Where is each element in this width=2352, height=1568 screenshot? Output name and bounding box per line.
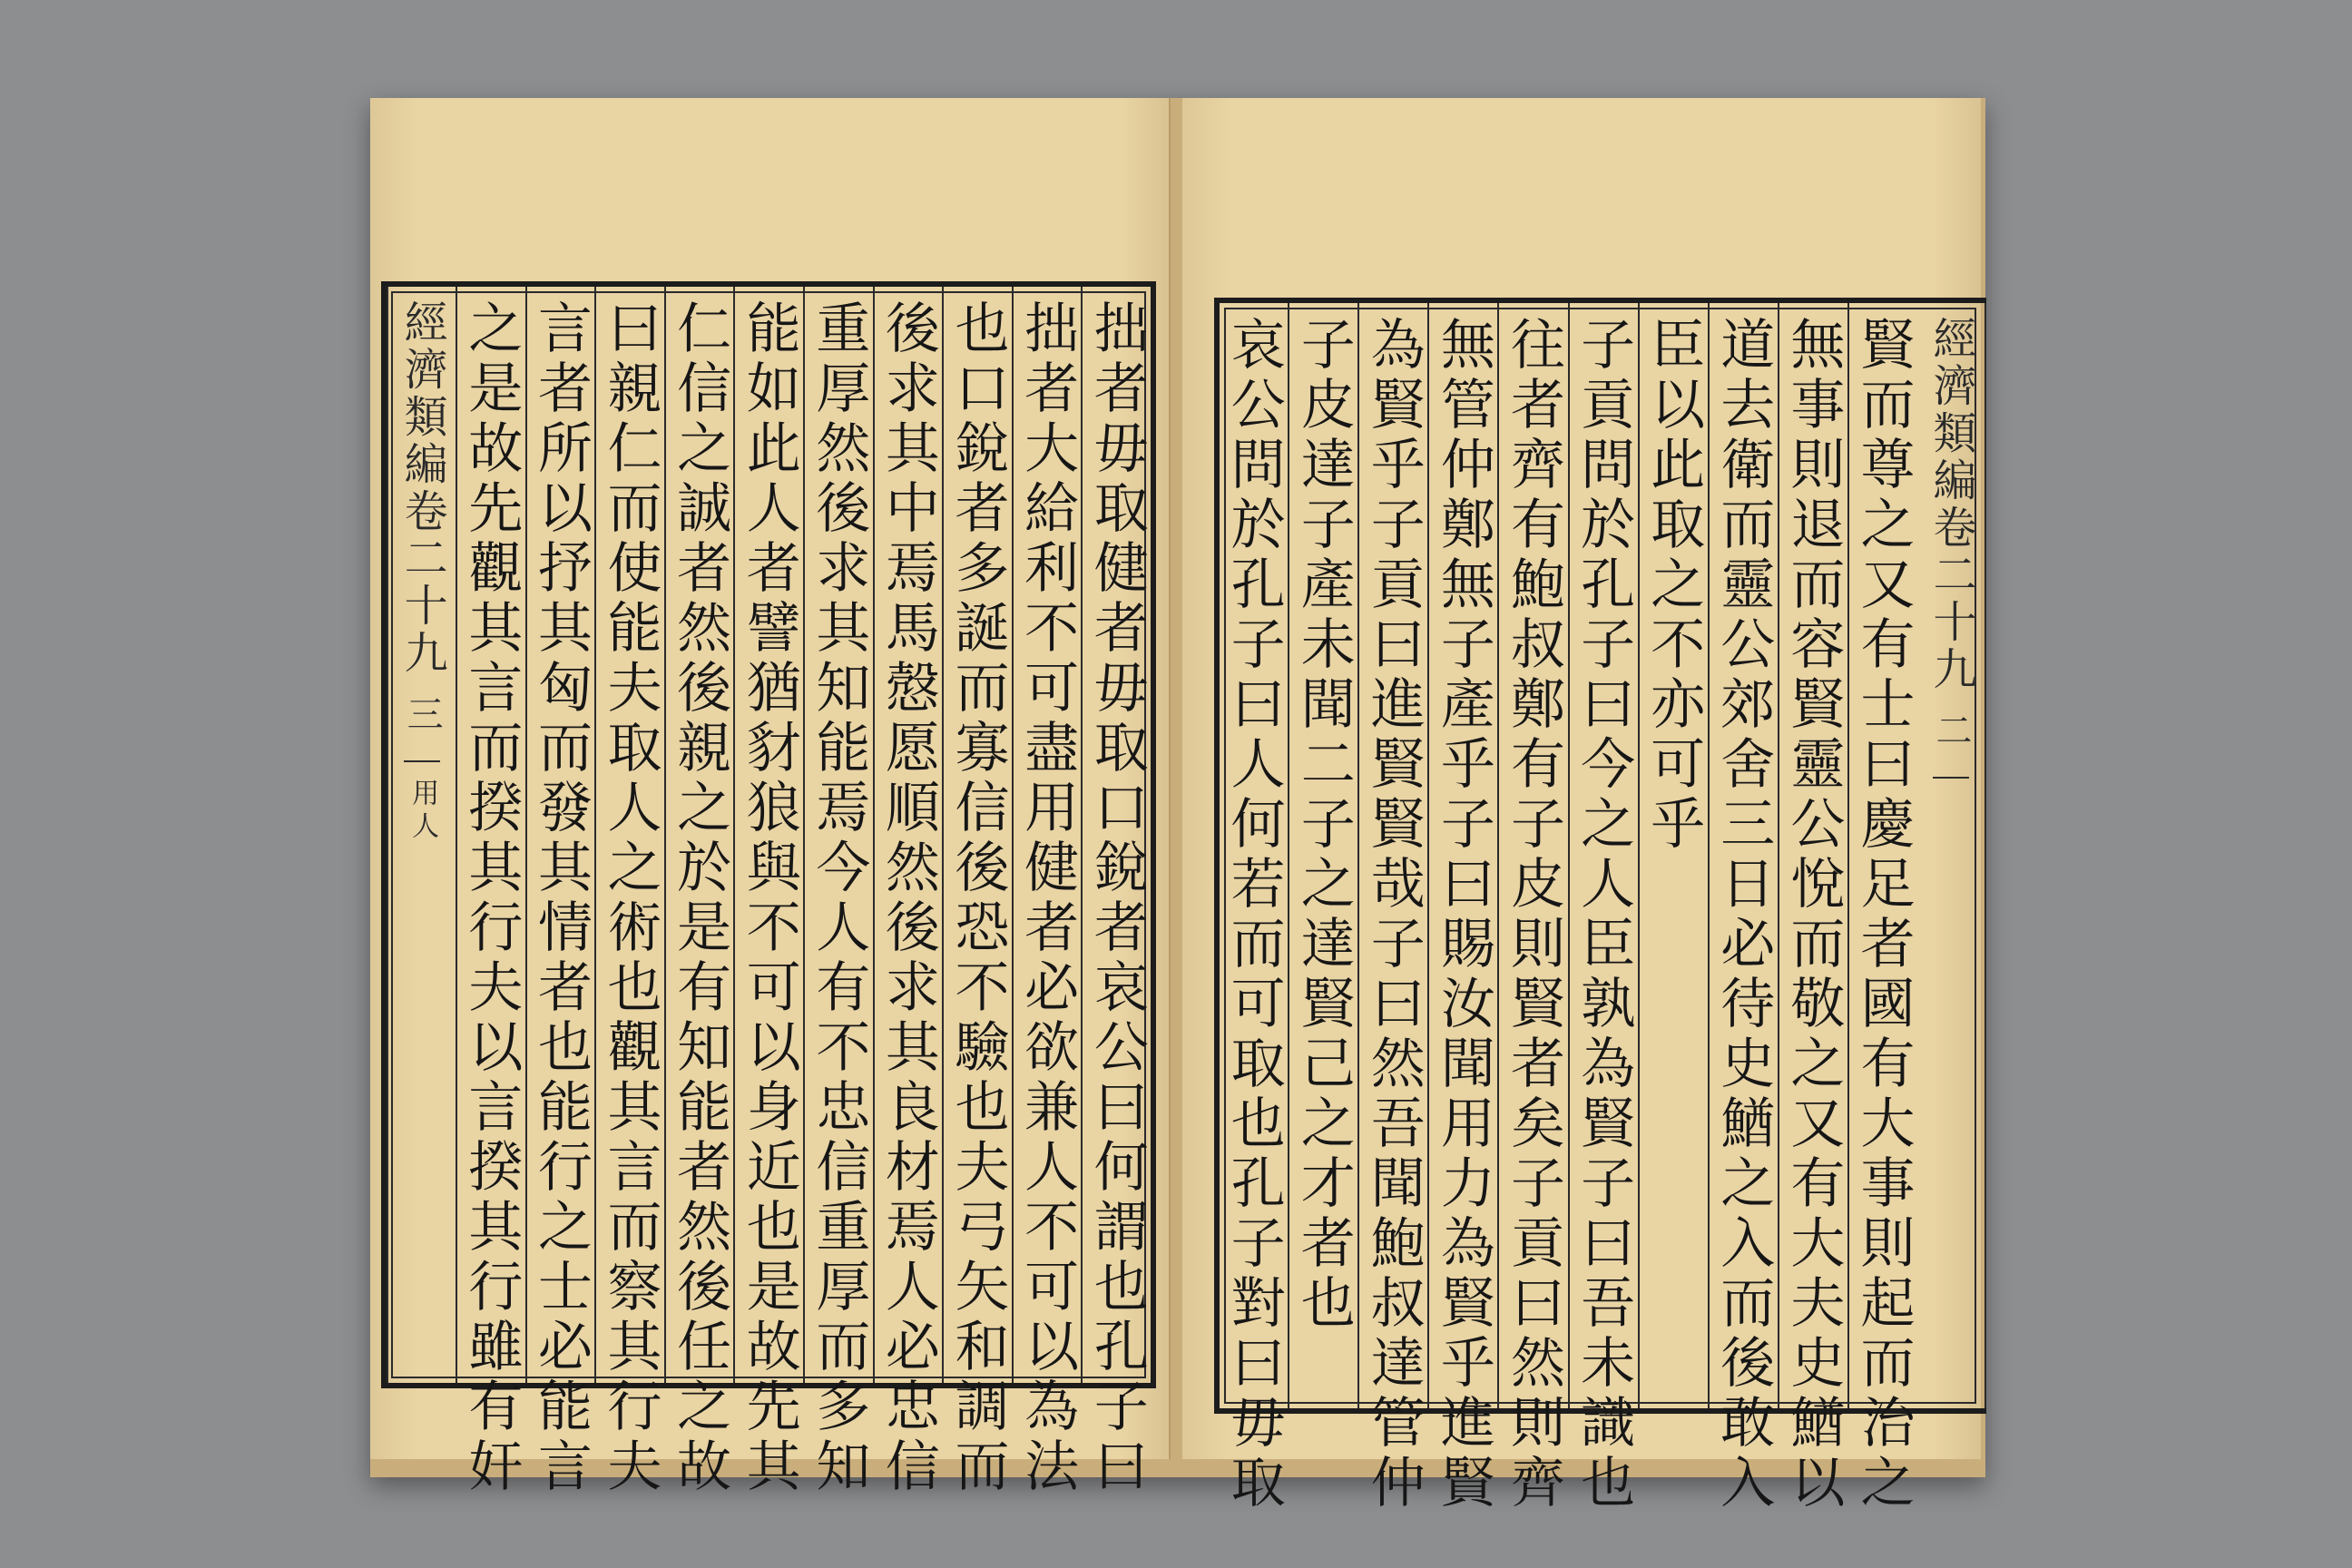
right-page-margin xyxy=(1917,303,1986,1408)
right-column-7 xyxy=(1427,303,1497,1514)
left-column-7-text: 仁信之誠者然後親之於是有知能者然後任之故 xyxy=(668,299,732,1497)
right-column-10 xyxy=(1220,303,1288,1514)
left-column-4 xyxy=(873,287,943,1497)
left-column-3 xyxy=(942,287,1012,1497)
right-column-8 xyxy=(1357,303,1427,1514)
left-column-1-text: 拙者毋取健者毋取口銳者哀公曰何謂也孔子曰 xyxy=(1084,299,1149,1497)
right-column-2 xyxy=(1778,303,1847,1514)
right-page xyxy=(1182,98,1981,1514)
right-column-1-text: 賢而尊之又有士曰慶足者國有大事則起而治之 xyxy=(1851,316,1916,1514)
left-column-10-text: 之是故先觀其言而揆其行夫以言揆其行雖有奸 xyxy=(459,299,524,1497)
left-column-2 xyxy=(1012,287,1082,1497)
right-margin-title: 經濟類編卷二十九 xyxy=(1926,316,1976,693)
left-fishtail-mark xyxy=(404,760,440,762)
right-text-frame xyxy=(1214,298,1986,1514)
left-column-2-text: 拙者大給利不可盡用健者必欲兼人不可以為法 xyxy=(1015,299,1080,1497)
right-column-8-text: 為賢乎子貢曰進賢賢哉子曰然吾聞鮑叔達管仲 xyxy=(1361,316,1426,1514)
left-column-8-text: 曰親仁而使能夫取人之術也觀其言而察其行夫 xyxy=(598,299,662,1497)
right-column-4 xyxy=(1638,303,1708,1408)
left-text-frame xyxy=(381,281,1156,1497)
right-column-10-text: 哀公問於孔子曰人何若而可取也孔子對曰毋取 xyxy=(1221,316,1286,1514)
left-column-6 xyxy=(733,287,803,1497)
left-page-number: 三 xyxy=(401,695,444,737)
right-column-5-text: 子貢問於孔子曰今之人臣孰為賢子曰吾未識也 xyxy=(1572,316,1636,1514)
left-column-10 xyxy=(456,287,525,1497)
right-column-6-text: 往者齊有鮑叔鄭有子皮則賢者矣子貢曰然則齊 xyxy=(1501,316,1565,1514)
left-page xyxy=(370,98,1171,1497)
left-column-4-text: 後求其中焉馬慤愿順然後求其良材焉人必忠信 xyxy=(876,299,940,1497)
book xyxy=(370,98,1985,1514)
right-column-4-text: 臣以此取之不亦可乎 xyxy=(1642,316,1706,855)
right-column-5 xyxy=(1568,303,1638,1514)
left-column-6-text: 能如此人者譬猶豺狼與不可以身近也是故先其 xyxy=(737,299,801,1497)
right-column-9-text: 子皮達子產未聞二子之達賢己之才者也 xyxy=(1291,316,1356,1334)
right-column-1 xyxy=(1847,303,1917,1514)
right-column-2-text: 無事則退而容賢靈公悅而敬之又有大夫史鰌以 xyxy=(1781,316,1846,1514)
right-column-3 xyxy=(1708,303,1778,1514)
right-text-columns xyxy=(1220,303,1986,1514)
right-column-6 xyxy=(1497,303,1567,1514)
left-text-columns xyxy=(387,287,1151,1497)
left-section-label: 用人 xyxy=(407,779,439,844)
left-column-7 xyxy=(664,287,734,1497)
right-column-9 xyxy=(1288,303,1357,1408)
right-column-3-text: 道去衛而靈公郊舍三日必待史鰌之入而後敢入 xyxy=(1711,316,1776,1514)
left-margin-title: 經濟類編卷二十九 xyxy=(397,299,448,677)
right-fishtail-mark xyxy=(1933,777,1969,779)
left-column-9 xyxy=(525,287,595,1497)
left-column-5-text: 重厚然後求其知能焉今人有不忠信重厚而多知 xyxy=(807,299,871,1497)
left-column-5 xyxy=(803,287,873,1497)
left-column-9-text: 言者所以抒其匈而發其情者也能行之士必能言 xyxy=(528,299,593,1497)
left-column-1 xyxy=(1081,287,1151,1497)
left-column-3-text: 也口銳者多誕而寡信後恐不驗也夫弓矢和調而 xyxy=(946,299,1010,1497)
right-column-7-text: 無管仲鄭無子產乎子曰賜汝聞用力為賢乎進賢 xyxy=(1431,316,1495,1514)
left-column-8 xyxy=(594,287,664,1497)
right-page-number: 二 xyxy=(1930,711,1972,753)
left-page-margin xyxy=(387,287,456,1383)
